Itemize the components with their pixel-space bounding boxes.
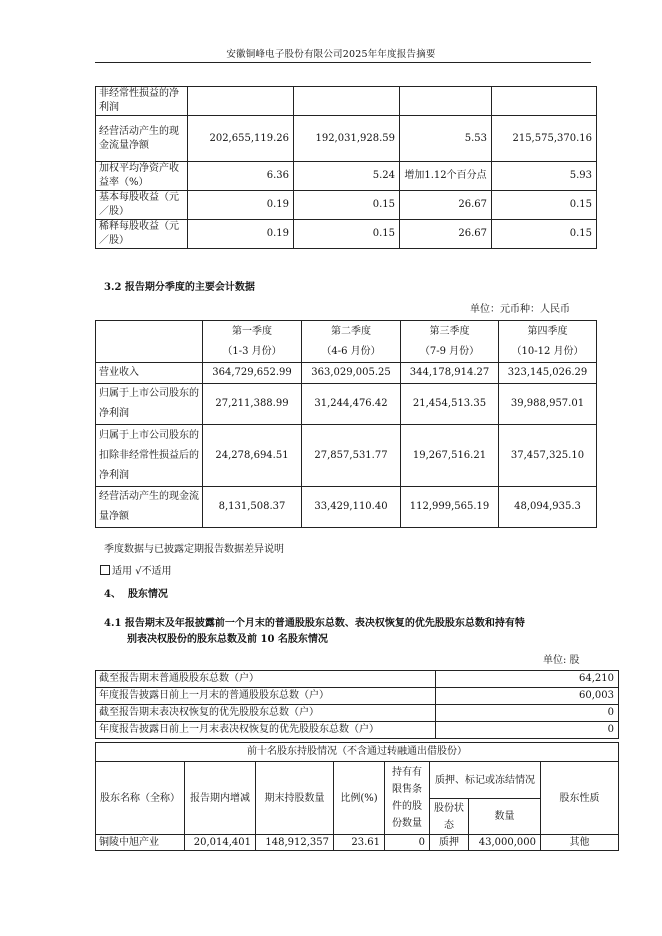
row-label: 非经常性损益的净利润 xyxy=(96,87,188,116)
table-row xyxy=(96,87,597,116)
value-cell: 20,014,401 xyxy=(185,835,256,851)
applicability-options: 适用 √不适用 xyxy=(100,565,172,579)
value-cell: 64,210 xyxy=(436,671,619,688)
value-cell: 0.19 xyxy=(188,191,294,220)
value-cell: 37,457,325.10 xyxy=(499,425,597,487)
value-cell: 8,131,508.37 xyxy=(203,487,302,528)
header-shareholder-name: 股东名称（全称） xyxy=(96,762,185,835)
table-header-row xyxy=(96,762,619,799)
header-divider xyxy=(95,62,591,63)
value-cell: 0 xyxy=(385,835,430,851)
value-cell: 27,211,388.99 xyxy=(203,384,302,425)
section-4-heading: 4、 股东情况 xyxy=(104,589,168,600)
value-cell: 0.15 xyxy=(294,191,400,220)
value-cell: 43,000,000 xyxy=(469,835,541,851)
page-header-title: 安徽铜峰电子股份有限公司2025年年度报告摘要 xyxy=(226,49,436,60)
table-row xyxy=(96,191,597,220)
value-cell: 202,655,119.26 xyxy=(188,116,294,162)
value-cell: 其他 xyxy=(541,835,619,851)
row-label: 年度报告披露日前上一月末表决权恢复的优先股股东总数（户） xyxy=(96,722,436,739)
header-ratio: 比例(%) xyxy=(334,762,385,835)
value-cell: 增加1.12个百分点 xyxy=(400,162,492,191)
table-row xyxy=(96,487,597,528)
header-pledge: 质押、标记或冻结情况 xyxy=(430,762,541,799)
row-label: 归属于上市公司股东的扣除非经常性损益后的净利润 xyxy=(96,425,203,487)
value-cell: 21,454,513.35 xyxy=(401,384,499,425)
quarter-diff-note: 季度数据与已披露定期报告数据差异说明 xyxy=(104,544,284,555)
value-cell: 33,429,110.40 xyxy=(302,487,401,528)
table-row xyxy=(96,116,597,162)
value-cell: 5.24 xyxy=(294,162,400,191)
top10-shareholders-table xyxy=(95,742,619,851)
value-cell: 26.67 xyxy=(400,191,492,220)
value-cell: 192,031,928.59 xyxy=(294,116,400,162)
table-row xyxy=(96,705,619,722)
value-cell: 0 xyxy=(436,722,619,739)
row-label: 经营活动产生的现金流量净额 xyxy=(96,487,203,528)
unit-label: 单位: 股 xyxy=(543,655,580,666)
table-title-row xyxy=(96,743,619,762)
section-3-2-title: 3.2 报告期分季度的主要会计数据 xyxy=(104,282,255,293)
value-cell: 27,857,531.77 xyxy=(302,425,401,487)
header-held: 期末持股数量 xyxy=(256,762,334,835)
value-cell: 5.93 xyxy=(492,162,597,191)
table-row xyxy=(96,220,597,249)
table-row xyxy=(96,363,597,384)
shareholder-name: 铜陵中旭产业 xyxy=(96,835,185,851)
row-label: 经营活动产生的现金流量净额 xyxy=(96,116,188,162)
value-cell: 0 xyxy=(436,705,619,722)
table-row xyxy=(96,688,619,705)
value-cell: 363,029,005.25 xyxy=(302,363,401,384)
row-label: 营业收入 xyxy=(96,363,203,384)
value-cell: 质押 xyxy=(430,835,469,851)
table-row xyxy=(96,722,619,739)
column-header: 第四季度 （10-12 月份） xyxy=(499,321,597,363)
value-cell: 215,575,370.16 xyxy=(492,116,597,162)
table-header-row xyxy=(96,321,597,363)
row-label: 年度报告披露日前上一月末的普通股股东总数（户） xyxy=(96,688,436,705)
value-cell: 344,178,914.27 xyxy=(401,363,499,384)
unchecked-box-icon xyxy=(100,565,110,575)
value-cell xyxy=(492,87,597,116)
table-row xyxy=(96,671,619,688)
value-cell: 5.53 xyxy=(400,116,492,162)
row-label: 截至报告期末普通股股东总数（户） xyxy=(96,671,436,688)
value-cell: 24,278,694.51 xyxy=(203,425,302,487)
value-cell: 323,145,026.29 xyxy=(499,363,597,384)
value-cell: 6.36 xyxy=(188,162,294,191)
key-data-table xyxy=(95,86,597,249)
top10-title: 前十名股东持股情况（不含通过转融通出借股份） xyxy=(96,743,619,762)
row-label: 基本每股收益（元／股） xyxy=(96,191,188,220)
table-row xyxy=(96,835,619,851)
unit-label: 单位：元币种：人民币 xyxy=(470,304,570,315)
check-mark-icon: √ xyxy=(135,566,142,577)
table-row xyxy=(96,384,597,425)
column-header: 第二季度 （4-6 月份） xyxy=(302,321,401,363)
value-cell: 0.15 xyxy=(294,220,400,249)
column-header: 第三季度 （7-9 月份） xyxy=(401,321,499,363)
section-4-1-title-line2: 别表决权股份的股东总数及前 10 名股东情况 xyxy=(127,634,328,645)
table-row xyxy=(96,425,597,487)
row-label: 稀释每股收益（元／股） xyxy=(96,220,188,249)
value-cell: 0.19 xyxy=(188,220,294,249)
row-label: 归属于上市公司股东的净利润 xyxy=(96,384,203,425)
value-cell: 31,244,476.42 xyxy=(302,384,401,425)
value-cell: 148,912,357 xyxy=(256,835,334,851)
row-label: 截至报告期末表决权恢复的优先股股东总数（户） xyxy=(96,705,436,722)
header-nature: 股东性质 xyxy=(541,762,619,835)
value-cell: 364,729,652.99 xyxy=(203,363,302,384)
value-cell: 19,267,516.21 xyxy=(401,425,499,487)
value-cell xyxy=(294,87,400,116)
value-cell: 0.15 xyxy=(492,191,597,220)
table-row xyxy=(96,162,597,191)
value-cell xyxy=(188,87,294,116)
quarterly-data-table xyxy=(95,320,597,528)
header-pledge-qty: 数量 xyxy=(469,799,541,835)
value-cell: 0.15 xyxy=(492,220,597,249)
value-cell: 39,988,957.01 xyxy=(499,384,597,425)
value-cell: 112,999,565.19 xyxy=(401,487,499,528)
value-cell: 48,094,935.3 xyxy=(499,487,597,528)
value-cell xyxy=(400,87,492,116)
header-pledge-state: 股份状态 xyxy=(430,799,469,835)
value-cell: 23.61 xyxy=(334,835,385,851)
header-change: 报告期内增减 xyxy=(185,762,256,835)
value-cell: 26.67 xyxy=(400,220,492,249)
column-header: 第一季度 （1-3 月份） xyxy=(203,321,302,363)
section-4-1-title-line1: 4.1 报告期末及年报披露前一个月末的普通股股东总数、表决权恢复的优先股股东总数和持有特 xyxy=(104,618,525,629)
header-restricted: 持有有限售条件的股份数量 xyxy=(385,762,430,835)
row-label: 加权平均净资产收益率（%） xyxy=(96,162,188,191)
value-cell: 60,003 xyxy=(436,688,619,705)
shareholder-summary-table xyxy=(95,670,619,739)
